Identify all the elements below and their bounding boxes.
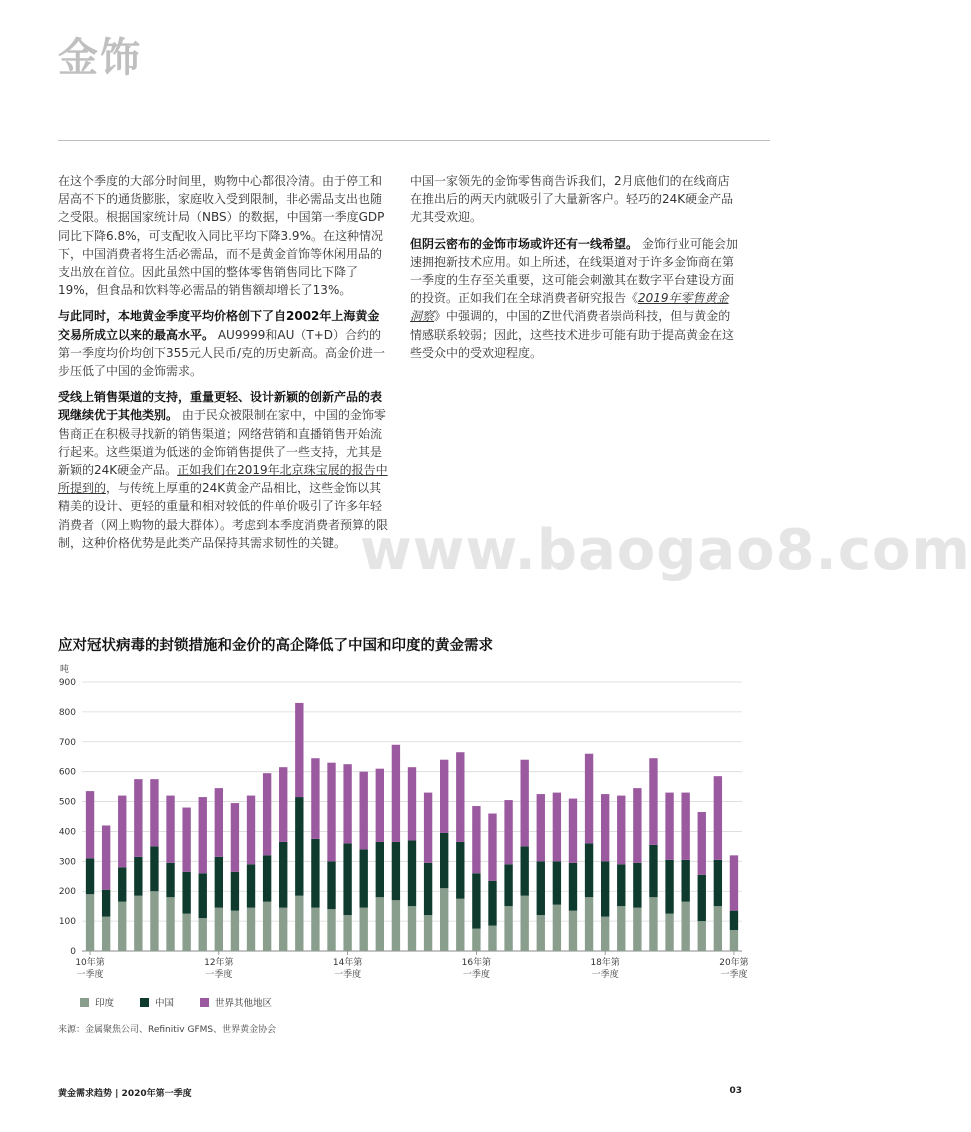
bar-segment-india bbox=[537, 915, 545, 951]
legend-item-rest bbox=[200, 995, 272, 1009]
bar-segment-china bbox=[263, 855, 271, 901]
paragraph-text: 金饰行业可能会加速拥抱新技术应用。如上所述，在线渠道对于许多金饰商在第一季度的生存至关重要，这可能会刺激其在数字平台建设方面的投资。正如我们在全球消费者研究报告《 bbox=[410, 236, 738, 306]
bar-segment-india bbox=[102, 917, 110, 951]
bar-segment-china bbox=[520, 846, 528, 895]
bar-segment-china bbox=[569, 863, 577, 911]
bar-segment-rest bbox=[295, 703, 303, 797]
bar-segment-india bbox=[714, 906, 722, 951]
bar-segment-rest bbox=[424, 793, 432, 863]
bar-segment-china bbox=[553, 861, 561, 904]
bar-segment-india bbox=[182, 914, 190, 951]
bar-segment-india bbox=[649, 897, 657, 951]
bar-segment-rest bbox=[134, 779, 142, 857]
bar-segment-rest bbox=[247, 796, 255, 865]
bar-segment-india bbox=[295, 896, 303, 951]
y-tick-label: 400 bbox=[58, 827, 76, 838]
paragraph-lead: 与此同时，本地黄金季度平均价格创下了自2002年上海黄金交易所成立以来的最高水平。 bbox=[58, 309, 380, 342]
bar-segment-china bbox=[585, 843, 593, 897]
report-link[interactable]: 正如我们在2019年北京珠宝展的报告中所提到的 bbox=[58, 463, 388, 496]
bar-segment-rest bbox=[182, 808, 190, 872]
bar-segment-china bbox=[279, 842, 287, 908]
bar-segment-rest bbox=[504, 800, 512, 864]
y-tick-label: 0 bbox=[70, 947, 76, 957]
bar-segment-rest bbox=[520, 760, 528, 847]
bar-segment-india bbox=[617, 906, 625, 951]
bar-segment-china bbox=[343, 843, 351, 915]
x-tick-label: 一季度 bbox=[720, 970, 748, 980]
bar-segment-china bbox=[311, 839, 319, 908]
bar-segment-rest bbox=[166, 796, 174, 863]
x-tick-label: 一季度 bbox=[76, 970, 104, 980]
paragraph bbox=[410, 235, 740, 362]
paragraph-lead: 但阴云密布的金饰市场或许还有一线希望。 bbox=[410, 236, 639, 251]
bar-segment-rest bbox=[215, 788, 223, 857]
bar-segment-china bbox=[182, 872, 190, 914]
bar-segment-rest bbox=[585, 754, 593, 844]
bar-segment-china bbox=[649, 845, 657, 897]
bar-segment-rest bbox=[537, 794, 545, 861]
bar-segment-china bbox=[714, 860, 722, 906]
bar-segment-india bbox=[263, 902, 271, 951]
bar-segment-india bbox=[327, 909, 335, 951]
bar-segment-china bbox=[504, 864, 512, 906]
bar-segment-china bbox=[633, 863, 641, 908]
y-tick-label: 600 bbox=[58, 767, 76, 778]
y-tick-label: 500 bbox=[58, 797, 76, 808]
bar-segment-india bbox=[488, 926, 496, 951]
bar-segment-rest bbox=[472, 806, 480, 873]
bar-segment-rest bbox=[263, 773, 271, 855]
bar-segment-china bbox=[215, 857, 223, 908]
y-tick-label: 100 bbox=[58, 917, 76, 928]
footer-publication: 黄金需求趋势 | 2020年第一季度 bbox=[58, 1089, 192, 1099]
paragraph bbox=[410, 172, 740, 227]
bar-segment-india bbox=[553, 905, 561, 951]
section-title: 金饰 bbox=[58, 35, 142, 81]
bar-segment-china bbox=[295, 797, 303, 896]
bar-segment-india bbox=[231, 911, 239, 951]
left-text-column bbox=[58, 172, 388, 560]
x-tick-label: 一季度 bbox=[205, 970, 233, 980]
bar-segment-india bbox=[665, 914, 673, 951]
bar-segment-india bbox=[166, 897, 174, 951]
bar-segment-india bbox=[472, 929, 480, 951]
bar-segment-rest bbox=[440, 760, 448, 833]
bar-segment-india bbox=[633, 908, 641, 951]
bar-segment-rest bbox=[730, 855, 738, 910]
bar-segment-india bbox=[360, 908, 368, 951]
bar-segment-china bbox=[440, 833, 448, 888]
paragraph-text: 由于民众被限制在家中，中国的金饰零售商正在积极寻找新的销售渠道；网络营销和直播销售开始流行起来。这些渠道为低迷的金饰销售提供了一些支持，尤其是新颖的24K硬金产品。 bbox=[58, 408, 386, 478]
bar-segment-india bbox=[504, 906, 512, 951]
bar-segment-rest bbox=[698, 812, 706, 875]
bar-segment-china bbox=[327, 861, 335, 909]
paragraph-text: 在这个季度的大部分时间里，购物中心都很冷清。由于停工和居高不下的通货膨胀，家庭收入受到限制，非必需品支出也随之受限。根据国家统计局（NBS）的数据，中国第一季度GDP同比下降6.8%，可支配收入同比平均下降3.9%。在这种情况下，中国消费者将生活必需品，而不是黄金首饰等休闲用品的支出放在首位。因此虽然中国的整体零售销售同比下降了19%，但食品和饮料等必需品的销售额却增长了13%。 bbox=[58, 174, 385, 298]
bar-segment-rest bbox=[488, 814, 496, 881]
bar-segment-india bbox=[199, 918, 207, 951]
bar-segment-china bbox=[231, 872, 239, 911]
bar-segment-india bbox=[520, 896, 528, 951]
bar-segment-india bbox=[681, 902, 689, 951]
bar-segment-china bbox=[681, 860, 689, 902]
legend-item-china bbox=[140, 995, 174, 1009]
bar-segment-rest bbox=[327, 763, 335, 862]
chart-bars bbox=[86, 703, 738, 951]
bar-segment-china bbox=[102, 890, 110, 917]
bar-segment-china bbox=[392, 842, 400, 900]
x-tick-label: 10年第 bbox=[75, 958, 105, 968]
bar-segment-india bbox=[698, 921, 706, 951]
bar-segment-china bbox=[730, 911, 738, 930]
x-tick-label: 18年第 bbox=[590, 958, 620, 968]
y-tick-label: 900 bbox=[58, 678, 76, 688]
bar-segment-china bbox=[537, 861, 545, 915]
bar-segment-china bbox=[166, 863, 174, 897]
legend-swatch-rest bbox=[200, 998, 209, 1007]
bar-segment-china bbox=[360, 849, 368, 907]
bar-segment-rest bbox=[665, 793, 673, 860]
y-axis-unit-label: 吨 bbox=[60, 665, 70, 675]
x-tick-label: 14年第 bbox=[332, 958, 363, 968]
paragraph-text: 》中强调的，中国的Z世代消费者崇尚科技，但与黄金的情感联系较弱；因此，这些技术进步可能有助于提高黄金在这些受众中的受欢迎程度。 bbox=[410, 309, 735, 360]
bar-segment-rest bbox=[601, 794, 609, 861]
y-tick-label: 800 bbox=[58, 707, 76, 718]
bar-segment-china bbox=[488, 881, 496, 926]
consumer-report-link[interactable]: 2019年零售黄金洞察 bbox=[410, 291, 729, 324]
legend-swatch-china bbox=[140, 998, 149, 1007]
bar-segment-china bbox=[150, 846, 158, 891]
chart-legend bbox=[80, 995, 272, 1009]
bar-segment-rest bbox=[279, 767, 287, 842]
bar-segment-rest bbox=[456, 752, 464, 842]
bar-segment-china bbox=[199, 873, 207, 918]
paragraph bbox=[58, 172, 388, 299]
bar-segment-china bbox=[472, 873, 480, 928]
bar-segment-rest bbox=[569, 799, 577, 863]
bar-segment-china bbox=[424, 863, 432, 915]
bar-segment-india bbox=[569, 911, 577, 951]
legend-item-india bbox=[80, 995, 114, 1009]
bar-segment-india bbox=[440, 888, 448, 951]
bar-segment-rest bbox=[150, 779, 158, 846]
bar-segment-india bbox=[424, 915, 432, 951]
chart-source: 来源：金属聚焦公司、Refinitiv GFMS、世界黄金协会 bbox=[58, 1025, 277, 1035]
bar-segment-india bbox=[150, 891, 158, 951]
bar-segment-china bbox=[86, 858, 94, 894]
bar-segment-rest bbox=[392, 745, 400, 842]
stacked-bar-chart bbox=[58, 660, 748, 990]
paragraph-text: ，与传统上厚重的24K黄金产品相比，这些金饰以其精美的设计、更轻的重量和相对较低的件单价吸引了许多年轻消费者（网上购物的最大群体）。考虑到本季度消费者预算的限制，这种价格优势是此类产品保持其需求韧性的关键。 bbox=[58, 481, 389, 550]
bar-segment-rest bbox=[199, 797, 207, 873]
y-tick-label: 300 bbox=[58, 857, 76, 868]
paragraph bbox=[58, 307, 388, 380]
bar-segment-rest bbox=[360, 772, 368, 850]
bar-segment-rest bbox=[118, 796, 126, 868]
bar-segment-india bbox=[86, 894, 94, 951]
bar-segment-rest bbox=[408, 767, 416, 840]
legend-swatch-india bbox=[80, 998, 89, 1007]
bar-segment-rest bbox=[311, 758, 319, 839]
bar-segment-india bbox=[376, 897, 384, 951]
x-tick-label: 12年第 bbox=[204, 958, 234, 968]
bar-segment-rest bbox=[231, 803, 239, 872]
x-tick-label: 16年第 bbox=[461, 958, 492, 968]
bar-segment-india bbox=[456, 899, 464, 951]
bar-segment-china bbox=[134, 857, 142, 896]
chart-axes bbox=[59, 663, 749, 980]
right-text-column bbox=[410, 172, 740, 370]
bar-segment-india bbox=[247, 908, 255, 951]
bar-segment-india bbox=[585, 897, 593, 951]
bar-segment-rest bbox=[343, 764, 351, 843]
bar-segment-india bbox=[408, 906, 416, 951]
bar-segment-rest bbox=[681, 793, 689, 860]
bar-segment-india bbox=[730, 930, 738, 951]
bar-segment-rest bbox=[649, 758, 657, 845]
bar-segment-india bbox=[215, 908, 223, 951]
bar-segment-india bbox=[311, 908, 319, 951]
legend-label-rest: 世界其他地区 bbox=[215, 998, 273, 1009]
bar-segment-china bbox=[601, 861, 609, 916]
x-tick-label: 20年第 bbox=[719, 958, 749, 968]
bar-segment-china bbox=[376, 842, 384, 897]
legend-label-china: 中国 bbox=[155, 998, 175, 1009]
bar-segment-india bbox=[279, 908, 287, 951]
chart-title: 应对冠状病毒的封锁措施和金价的高企降低了中国和印度的黄金需求 bbox=[58, 638, 493, 654]
paragraph-text: AU9999和AU（T+D）合约的第一季度均价均创下355元人民币/克的历史新高。高金价进一步压低了中国的金饰需求。 bbox=[58, 327, 385, 379]
header-divider bbox=[58, 140, 770, 141]
legend-label-india: 印度 bbox=[95, 998, 115, 1009]
bar-segment-china bbox=[617, 864, 625, 906]
bar-segment-rest bbox=[714, 776, 722, 860]
bar-segment-china bbox=[456, 842, 464, 899]
bar-segment-rest bbox=[376, 769, 384, 842]
bar-segment-rest bbox=[102, 825, 110, 889]
bar-segment-china bbox=[247, 864, 255, 907]
bar-segment-india bbox=[392, 900, 400, 951]
paragraph-text: 中国一家领先的金饰零售商告诉我们，2月底他们的在线商店在推出后的两天内就吸引了大量新客户。轻巧的24K硬金产品尤其受欢迎。 bbox=[410, 174, 734, 225]
watermark: www.baogao8.com bbox=[360, 518, 971, 583]
x-tick-label: 一季度 bbox=[462, 970, 490, 980]
paragraph-lead: 受线上销售渠道的支持，重量更轻、设计新颖的创新产品的表现继续优于其他类别。 bbox=[58, 390, 383, 423]
bar-segment-rest bbox=[553, 793, 561, 862]
paragraph bbox=[58, 388, 388, 552]
bar-segment-india bbox=[601, 917, 609, 951]
bar-segment-india bbox=[118, 902, 126, 951]
bar-segment-china bbox=[698, 875, 706, 921]
bar-segment-rest bbox=[86, 791, 94, 858]
page-number: 03 bbox=[729, 1086, 742, 1096]
bar-segment-china bbox=[118, 867, 126, 901]
x-tick-label: 一季度 bbox=[591, 970, 619, 980]
bar-segment-india bbox=[134, 896, 142, 951]
bar-segment-rest bbox=[617, 796, 625, 865]
bar-segment-china bbox=[665, 860, 673, 914]
bar-segment-china bbox=[408, 840, 416, 906]
x-tick-label: 一季度 bbox=[334, 970, 362, 980]
y-tick-label: 200 bbox=[58, 887, 76, 898]
bar-segment-rest bbox=[633, 788, 641, 863]
bar-segment-india bbox=[343, 915, 351, 951]
y-tick-label: 700 bbox=[58, 737, 76, 748]
